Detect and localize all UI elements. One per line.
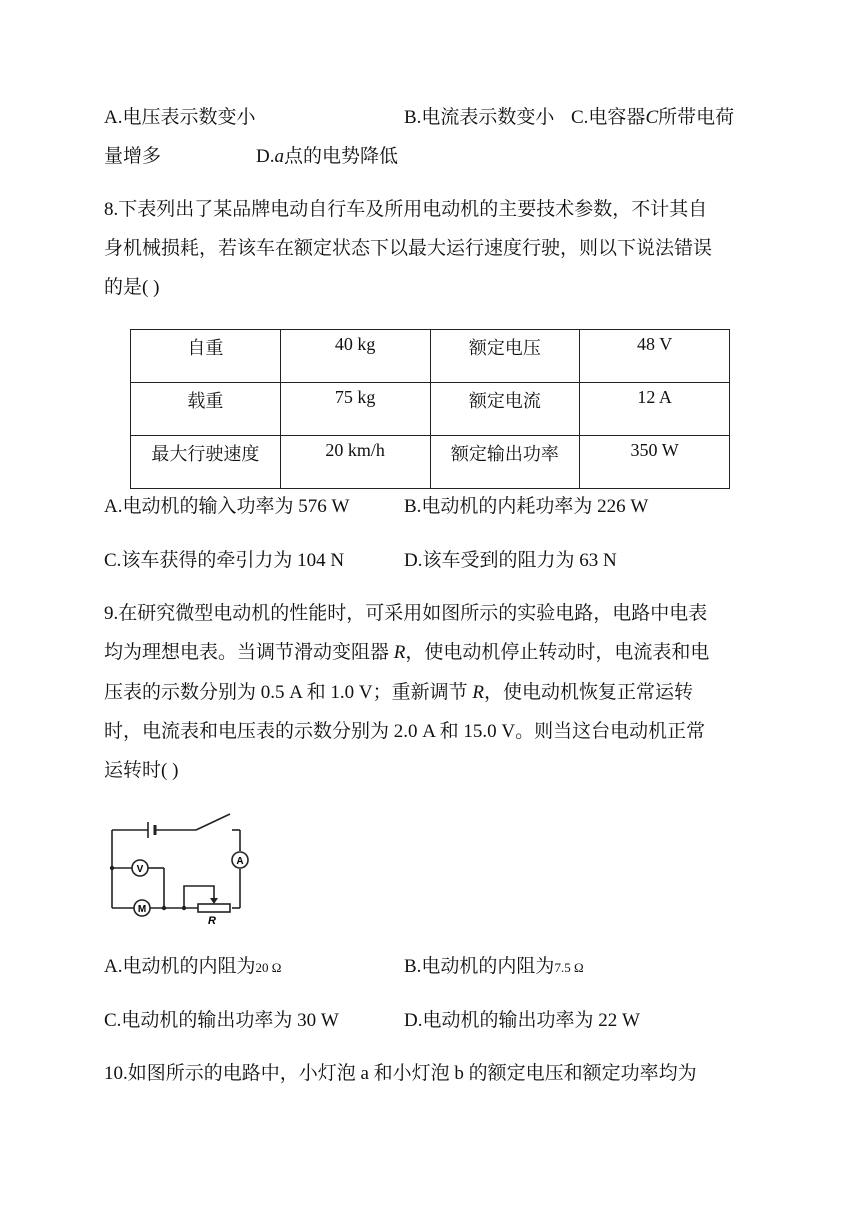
q7-option-d-variable: a (274, 146, 284, 167)
table-cell: 自重 (131, 330, 281, 383)
junction-dot (182, 906, 186, 910)
table-row (131, 330, 730, 383)
q9-stem-line3-prefix: 压表的示数分别为 0.5 A 和 1.0 V；重新调节 (104, 682, 468, 703)
table-cell: 额定电压 (430, 330, 580, 383)
q9-option-b-prefix: B.电动机的内阻为 (404, 956, 555, 977)
q9-stem-line2-variable: R (393, 642, 406, 663)
junction-dot (110, 866, 114, 870)
q9-stem-line2 (104, 641, 709, 665)
q7-option-b: B.电流表示数变小 (404, 107, 555, 128)
table-cell: 20 km/h (280, 436, 430, 489)
table-cell: 48 V (580, 330, 730, 383)
q7-option-c-variable: C (645, 107, 659, 128)
voltmeter-label: V (136, 864, 144, 875)
circuit-diagram (104, 810, 274, 926)
q7-option-c-suffix: 所带电荷 (658, 107, 735, 128)
spec-table (130, 329, 730, 489)
q7-option-d-prefix: D. (256, 146, 275, 167)
q7-option-c-continued: 量增多 (104, 146, 162, 167)
q9-stem-line2-suffix: ，使电动机停止转动时，电流表和电 (405, 642, 710, 663)
table-cell: 350 W (580, 436, 730, 489)
motor-label: M (137, 904, 147, 915)
table-cell: 额定电流 (430, 383, 580, 436)
table-cell: 40 kg (280, 330, 430, 383)
q8-stem-line2: 身机械损耗，若该车在额定状态下以最大运行速度行驶，则以下说法错误 (104, 238, 713, 259)
q7-option-c-prefix: C.电容器 (571, 107, 646, 128)
q9-stem-line1: 9.在研究微型电动机的性能时，可采用如图所示的实验电路，电路中电表 (104, 603, 708, 624)
q9-option-a-prefix: A.电动机的内阻为 (104, 956, 256, 977)
q9-stem-line3-variable: R (472, 682, 485, 703)
q7-option-d (256, 145, 398, 169)
q9-stem-line3 (104, 681, 693, 705)
q9-option-a (104, 955, 281, 980)
table-row (131, 383, 730, 436)
q9-option-b-value: 7.5 Ω (554, 960, 584, 975)
q10-stem-line1: 10.如图所示的电路中，小灯泡 a 和小灯泡 b 的额定电压和额定功率均为 (104, 1063, 697, 1084)
table-row (131, 436, 730, 489)
q8-option-d: D.该车受到的阻力为 63 N (404, 550, 617, 571)
q9-stem-line4: 时，电流表和电压表的示数分别为 2.0 A 和 15.0 V。则当这台电动机正常 (104, 721, 706, 742)
q9-stem-line3-suffix: ，使电动机恢复正常运转 (484, 682, 694, 703)
table-cell: 载重 (131, 383, 281, 436)
table-cell: 75 kg (280, 383, 430, 436)
table-cell: 额定输出功率 (430, 436, 580, 489)
q9-stem-line2-prefix: 均为理想电表。当调节滑动变阻器 (104, 642, 390, 663)
q9-option-b (404, 955, 584, 980)
q8-stem-line1: 8.下表列出了某品牌电动自行车及所用电动机的主要技术参数，不计其自 (104, 199, 708, 220)
q9-stem-line5: 运转时( ) (104, 760, 179, 781)
junction-dot (162, 906, 166, 910)
rheostat-slider-arrow (210, 898, 218, 904)
q9-option-d: D.电动机的输出功率为 22 W (404, 1010, 640, 1031)
q8-option-a: A.电动机的输入功率为 576 W (104, 496, 350, 517)
ammeter-label: A (236, 856, 244, 867)
q7-option-a: A.电压表示数变小 (104, 107, 256, 128)
table-cell: 最大行驶速度 (131, 436, 281, 489)
table-cell: 12 A (580, 383, 730, 436)
q7-option-d-suffix: 点的电势降低 (283, 146, 398, 167)
q7-option-c (571, 106, 734, 130)
switch-blade (196, 814, 230, 830)
q9-option-a-value: 20 Ω (255, 960, 282, 975)
q8-stem-line3: 的是( ) (104, 277, 160, 298)
q8-option-c: C.该车获得的牵引力为 104 N (104, 550, 345, 571)
q8-option-b: B.电动机的内耗功率为 226 W (404, 496, 649, 517)
q9-option-c: C.电动机的输出功率为 30 W (104, 1010, 339, 1031)
rheostat-body (198, 904, 230, 912)
rheostat-label: R (208, 915, 216, 926)
